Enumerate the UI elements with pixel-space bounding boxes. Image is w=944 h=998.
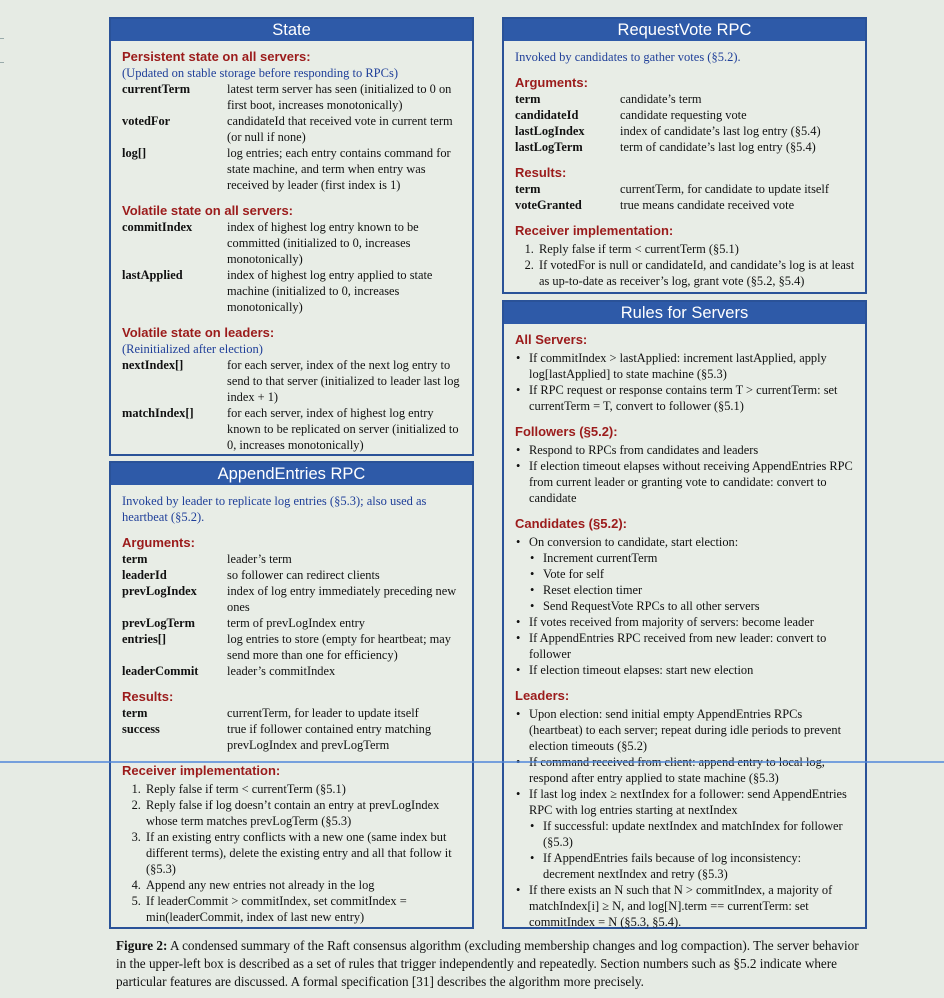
list-item: • Increment currentTerm: [543, 550, 855, 566]
volatile-leaders-note: (Reinitialized after election): [122, 342, 263, 356]
state-row: votedFor candidateId that received vote in current term (or null if none): [122, 114, 453, 144]
all-servers-list: [515, 350, 855, 414]
list-item: • If AppendEntries RPC received from new leader: convert to follower: [529, 630, 855, 662]
list-item: 5. If leaderCommit > commitIndex, set commitIndex = min(leaderCommit, index of last new entry): [144, 893, 462, 925]
list-item: • If RPC request or response contains term T > currentTerm: set currentTerm = T, convert to follower (§5.1): [529, 382, 855, 414]
arg-row: entries[] log entries to store (empty for heartbeat; may send more than one for efficiency): [122, 632, 451, 662]
state-box: [109, 17, 474, 456]
list-item: • If commitIndex > lastApplied: increment lastApplied, apply log[lastApplied] to state machine (§5.3): [529, 350, 855, 382]
append-entries-note: Invoked by leader to replicate log entries (§5.3); also used as heartbeat (§5.2).: [122, 494, 427, 524]
state-row: nextIndex[] for each server, index of the next log entry to send to that server (initialized to leader last log index + 1): [122, 358, 460, 404]
list-item: 1. Reply false if term < currentTerm (§5.1): [144, 781, 462, 797]
followers-list: [515, 442, 855, 506]
figure-caption: [116, 937, 870, 991]
edge-mark: [0, 62, 4, 63]
list-item: • Vote for self: [543, 566, 855, 582]
state-title: State: [111, 19, 472, 41]
arg-row: prevLogTerm term of prevLogIndex entry: [122, 616, 365, 630]
list-item: 2. Reply false if log doesn’t contain an entry at prevLogIndex whose term matches prevLogTerm (§5.3): [144, 797, 462, 829]
arg-row: candidateId candidate requesting vote: [515, 108, 747, 122]
list-item: • If AppendEntries fails because of log inconsistency: decrement nextIndex and retry (§5.3): [543, 850, 855, 882]
volatile-all-heading: Volatile state on all servers:: [122, 203, 293, 218]
list-item: • If successful: update nextIndex and matchIndex for follower (§5.3): [543, 818, 855, 850]
request-vote-title: RequestVote RPC: [504, 19, 865, 41]
arg-row: leaderCommit leader’s commitIndex: [122, 664, 336, 678]
list-item: • If votes received from majority of servers: become leader: [529, 614, 855, 630]
vote-results-heading: Results:: [515, 165, 567, 180]
all-servers-heading: All Servers:: [515, 332, 588, 347]
scan-line: [0, 761, 944, 763]
vote-impl-heading: Receiver implementation:: [515, 223, 674, 238]
candidates-sublist: [529, 550, 855, 614]
candidates-list: [515, 534, 855, 678]
request-vote-note: Invoked by candidates to gather votes (§5.2).: [515, 50, 741, 64]
arg-row: prevLogIndex index of log entry immediately preceding new ones: [122, 584, 457, 614]
volatile-leaders-heading: Volatile state on leaders:: [122, 325, 275, 340]
caption-text: A condensed summary of the Raft consensus algorithm (excluding membership changes and log compaction). The server behavior in the upper-left box is described as a set of rules that trigger independently and repeatedly. Section numbers such as §5.2 indicate where particular features are discussed. A formal specification [31] describes the algorithm more precisely.: [116, 938, 859, 989]
result-row: voteGranted true means candidate received vote: [515, 198, 795, 212]
request-vote-box: [502, 17, 867, 294]
list-item: • Send RequestVote RPCs to all other servers: [543, 598, 855, 614]
append-entries-title: AppendEntries RPC: [111, 463, 472, 485]
arg-row: lastLogIndex index of candidate’s last log entry (§5.4): [515, 124, 821, 138]
list-item: 3. If an existing entry conflicts with a new one (same index but different terms), delete the existing entry and all that follow it (§5.3): [144, 829, 462, 877]
state-row: commitIndex index of highest log entry known to be committed (initialized to 0, increases monotonically): [122, 220, 419, 266]
vote-impl-list: [515, 241, 855, 289]
append-impl-list: [122, 781, 462, 925]
append-entries-box: [109, 461, 474, 929]
state-row: log[] log entries; each entry contains command for state machine, and term when entry was received by leader (first index is 1): [122, 146, 451, 192]
rules-title: Rules for Servers: [504, 302, 865, 324]
leaders-sublist: [529, 818, 855, 882]
candidates-heading: Candidates (§5.2):: [515, 516, 627, 531]
list-item: 1. Reply false if term < currentTerm (§5.1): [537, 241, 855, 257]
leaders-list: [515, 706, 855, 930]
result-row: success true if follower contained entry matching prevLogIndex and prevLogTerm: [122, 722, 432, 752]
append-results-heading: Results:: [122, 689, 174, 704]
arg-row: leaderId so follower can redirect clients: [122, 568, 380, 582]
list-item: [529, 534, 855, 614]
list-item: • Reset election timer: [543, 582, 855, 598]
persistent-state-heading: Persistent state on all servers:: [122, 49, 311, 64]
arg-row: term candidate’s term: [515, 92, 702, 106]
result-row: term currentTerm, for candidate to update itself: [515, 182, 829, 196]
list-item: • Upon election: send initial empty AppendEntries RPCs (heartbeat) to each server; repeat during idle periods to prevent election timeouts (§5.2): [529, 706, 855, 754]
append-impl-heading: Receiver implementation:: [122, 763, 281, 778]
list-item: • If there exists an N such that N > commitIndex, a majority of matchIndex[i] ≥ N, and log[N].term == currentTerm: set commitIndex = N (§5.3, §5.4).: [529, 882, 855, 930]
append-args-heading: Arguments:: [122, 535, 195, 550]
result-row: term currentTerm, for leader to update itself: [122, 706, 419, 720]
list-item: 2. If votedFor is null or candidateId, and candidate’s log is at least as up-to-date as receiver’s log, grant vote (§5.2, §5.4): [537, 257, 855, 289]
list-item: • respond after entry applied to state machine (§5.3): [529, 754, 855, 786]
followers-heading: Followers (§5.2):: [515, 424, 618, 439]
edge-mark: [0, 38, 4, 39]
list-item: [529, 786, 855, 882]
leaders-item3-text: If last log index ≥ nextIndex for a follower: send AppendEntries RPC with log entries starting at nextIndex: [529, 787, 847, 817]
conversion-text: On conversion to candidate, start election:: [529, 535, 739, 549]
caption-label: Figure 2:: [116, 938, 168, 953]
persistent-state-note: (Updated on stable storage before responding to RPCs): [122, 66, 398, 80]
list-item: • Respond to RPCs from candidates and leaders: [529, 442, 855, 458]
state-row: currentTerm latest term server has seen (initialized to 0 on first boot, increases monotonically): [122, 82, 452, 112]
list-item: • If election timeout elapses: start new election: [529, 662, 855, 678]
rules-box: [502, 300, 867, 929]
list-item: 4. Append any new entries not already in the log: [144, 877, 462, 893]
arg-row: term leader’s term: [122, 552, 292, 566]
arg-row: lastLogTerm term of candidate’s last log entry (§5.4): [515, 140, 816, 154]
vote-args-heading: Arguments:: [515, 75, 588, 90]
leaders-heading: Leaders:: [515, 688, 570, 703]
state-row: lastApplied index of highest log entry applied to state machine (initialized to 0, increases monotonically): [122, 268, 433, 314]
state-row: matchIndex[] for each server, index of highest log entry known to be replicated on server (initialized to 0, increases monotonically): [122, 406, 459, 452]
list-item: • If election timeout elapses without receiving AppendEntries RPC from current leader or granting vote to candidate: convert to candidate: [529, 458, 855, 506]
